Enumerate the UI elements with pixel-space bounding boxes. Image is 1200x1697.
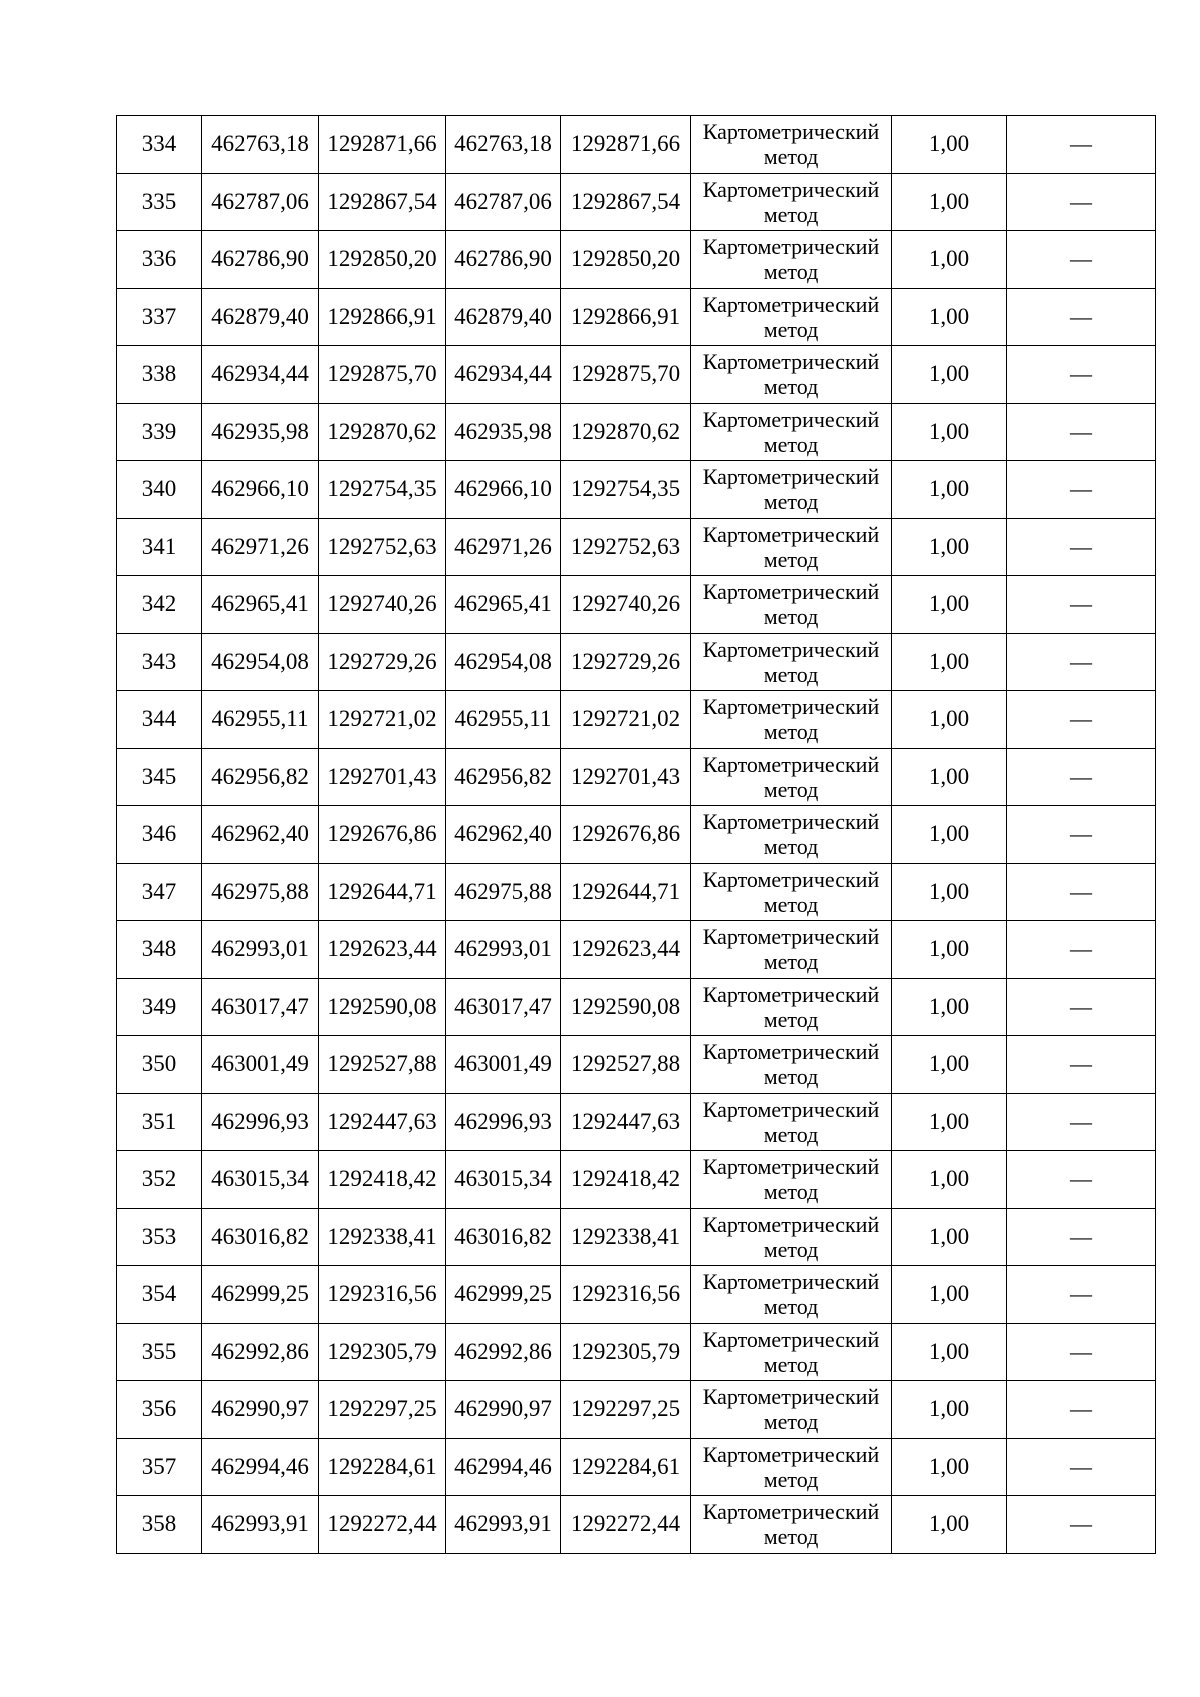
description-cell: — (1007, 1438, 1156, 1496)
method-cell (691, 288, 892, 346)
x-old-cell: 462994,46 (202, 1438, 319, 1496)
x-old-cell: 462966,10 (202, 461, 319, 519)
y-old-cell: 1292623,44 (319, 921, 446, 979)
method-line1: Картометрический (702, 866, 880, 892)
method-line1: Картометрический (702, 1211, 880, 1237)
description-cell: — (1007, 518, 1156, 576)
method-cell (691, 116, 892, 174)
y-new-cell: 1292590,08 (561, 978, 691, 1036)
method-line2: метод (763, 259, 819, 285)
point-number-cell: 352 (117, 1151, 202, 1209)
method-line2: метод (763, 604, 819, 630)
method-line1: Картометрический (702, 809, 880, 835)
method-line1: Картометрический (702, 751, 880, 777)
y-new-cell: 1292721,02 (561, 691, 691, 749)
accuracy-cell: 1,00 (892, 461, 1007, 519)
method-line2: метод (763, 201, 819, 227)
description-cell: — (1007, 346, 1156, 404)
method-line1: Картометрический (702, 924, 880, 950)
point-number-cell: 344 (117, 691, 202, 749)
accuracy-cell: 1,00 (892, 346, 1007, 404)
x-old-cell: 462786,90 (202, 231, 319, 289)
method-cell (691, 1438, 892, 1496)
y-new-cell: 1292754,35 (561, 461, 691, 519)
x-old-cell: 462965,41 (202, 576, 319, 634)
x-old-cell: 462954,08 (202, 633, 319, 691)
method-line2: метод (763, 374, 819, 400)
y-new-cell: 1292740,26 (561, 576, 691, 634)
method-line2: метод (763, 1294, 819, 1320)
x-new-cell: 462992,86 (446, 1323, 561, 1381)
method-line1: Картометрический (702, 1326, 880, 1352)
table-row (117, 1208, 1156, 1266)
y-new-cell: 1292870,62 (561, 403, 691, 461)
accuracy-cell: 1,00 (892, 806, 1007, 864)
accuracy-cell: 1,00 (892, 1093, 1007, 1151)
y-old-cell: 1292867,54 (319, 173, 446, 231)
y-old-cell: 1292447,63 (319, 1093, 446, 1151)
table-row (117, 518, 1156, 576)
method-line1: Картометрический (702, 1039, 880, 1065)
y-new-cell: 1292316,56 (561, 1266, 691, 1324)
point-number-cell: 338 (117, 346, 202, 404)
point-number-cell: 354 (117, 1266, 202, 1324)
accuracy-cell: 1,00 (892, 173, 1007, 231)
method-line2: метод (763, 1351, 819, 1377)
y-new-cell: 1292871,66 (561, 116, 691, 174)
method-line1: Картометрический (702, 464, 880, 490)
y-old-cell: 1292527,88 (319, 1036, 446, 1094)
method-line2: метод (763, 1466, 819, 1492)
method-line2: метод (763, 834, 819, 860)
accuracy-cell: 1,00 (892, 633, 1007, 691)
y-new-cell: 1292338,41 (561, 1208, 691, 1266)
x-old-cell: 462993,01 (202, 921, 319, 979)
x-new-cell: 462993,01 (446, 921, 561, 979)
accuracy-cell: 1,00 (892, 231, 1007, 289)
x-new-cell: 463016,82 (446, 1208, 561, 1266)
method-line1: Картометрический (702, 176, 880, 202)
method-cell (691, 1036, 892, 1094)
method-line1: Картометрический (702, 579, 880, 605)
method-line2: метод (763, 949, 819, 975)
description-cell: — (1007, 978, 1156, 1036)
x-new-cell: 462955,11 (446, 691, 561, 749)
accuracy-cell: 1,00 (892, 288, 1007, 346)
x-old-cell: 462935,98 (202, 403, 319, 461)
x-old-cell: 462990,97 (202, 1381, 319, 1439)
method-cell (691, 346, 892, 404)
accuracy-cell: 1,00 (892, 691, 1007, 749)
point-number-cell: 339 (117, 403, 202, 461)
description-cell: — (1007, 461, 1156, 519)
x-old-cell: 462993,91 (202, 1496, 319, 1554)
x-new-cell: 462999,25 (446, 1266, 561, 1324)
y-old-cell: 1292850,20 (319, 231, 446, 289)
method-line2: метод (763, 1524, 819, 1550)
y-old-cell: 1292676,86 (319, 806, 446, 864)
y-old-cell: 1292590,08 (319, 978, 446, 1036)
accuracy-cell: 1,00 (892, 1208, 1007, 1266)
y-new-cell: 1292297,25 (561, 1381, 691, 1439)
point-number-cell: 343 (117, 633, 202, 691)
x-new-cell: 462934,44 (446, 346, 561, 404)
x-new-cell: 462786,90 (446, 231, 561, 289)
table-row (117, 978, 1156, 1036)
x-old-cell: 463017,47 (202, 978, 319, 1036)
method-cell (691, 1208, 892, 1266)
x-old-cell: 462879,40 (202, 288, 319, 346)
point-number-cell: 334 (117, 116, 202, 174)
point-number-cell: 358 (117, 1496, 202, 1554)
table-body (117, 116, 1156, 1554)
y-old-cell: 1292866,91 (319, 288, 446, 346)
method-line2: метод (763, 144, 819, 170)
y-new-cell: 1292701,43 (561, 748, 691, 806)
accuracy-cell: 1,00 (892, 403, 1007, 461)
y-old-cell: 1292644,71 (319, 863, 446, 921)
x-new-cell: 462879,40 (446, 288, 561, 346)
method-line2: метод (763, 431, 819, 457)
y-old-cell: 1292752,63 (319, 518, 446, 576)
point-number-cell: 349 (117, 978, 202, 1036)
x-new-cell: 463017,47 (446, 978, 561, 1036)
method-line1: Картометрический (702, 1499, 880, 1525)
method-line1: Картометрический (702, 521, 880, 547)
y-old-cell: 1292338,41 (319, 1208, 446, 1266)
x-new-cell: 462965,41 (446, 576, 561, 634)
point-number-cell: 341 (117, 518, 202, 576)
table-row (117, 231, 1156, 289)
method-cell (691, 921, 892, 979)
table-row (117, 1496, 1156, 1554)
point-number-cell: 346 (117, 806, 202, 864)
table-row (117, 806, 1156, 864)
x-new-cell: 462954,08 (446, 633, 561, 691)
method-cell (691, 806, 892, 864)
method-line2: метод (763, 891, 819, 917)
point-number-cell: 350 (117, 1036, 202, 1094)
y-old-cell: 1292297,25 (319, 1381, 446, 1439)
y-new-cell: 1292729,26 (561, 633, 691, 691)
y-new-cell: 1292752,63 (561, 518, 691, 576)
method-line1: Картометрический (702, 981, 880, 1007)
method-line1: Картометрический (702, 1269, 880, 1295)
method-cell (691, 1496, 892, 1554)
method-cell (691, 173, 892, 231)
y-old-cell: 1292701,43 (319, 748, 446, 806)
description-cell: — (1007, 403, 1156, 461)
x-old-cell: 462763,18 (202, 116, 319, 174)
method-cell (691, 863, 892, 921)
table-row (117, 1438, 1156, 1496)
method-line2: метод (763, 661, 819, 687)
method-line1: Картометрический (702, 1441, 880, 1467)
table-row (117, 1266, 1156, 1324)
method-line2: метод (763, 776, 819, 802)
y-old-cell: 1292875,70 (319, 346, 446, 404)
y-new-cell: 1292527,88 (561, 1036, 691, 1094)
coordinates-table (116, 115, 1156, 1554)
accuracy-cell: 1,00 (892, 576, 1007, 634)
y-old-cell: 1292316,56 (319, 1266, 446, 1324)
table-row (117, 748, 1156, 806)
method-line2: метод (763, 316, 819, 342)
method-line2: метод (763, 1006, 819, 1032)
method-line1: Картометрический (702, 1384, 880, 1410)
method-line2: метод (763, 1121, 819, 1147)
x-new-cell: 462956,82 (446, 748, 561, 806)
y-new-cell: 1292644,71 (561, 863, 691, 921)
x-new-cell: 462994,46 (446, 1438, 561, 1496)
point-number-cell: 356 (117, 1381, 202, 1439)
point-number-cell: 347 (117, 863, 202, 921)
accuracy-cell: 1,00 (892, 921, 1007, 979)
method-line2: метод (763, 1179, 819, 1205)
table-row (117, 921, 1156, 979)
method-line2: метод (763, 1409, 819, 1435)
description-cell: — (1007, 691, 1156, 749)
x-old-cell: 462956,82 (202, 748, 319, 806)
y-new-cell: 1292875,70 (561, 346, 691, 404)
method-line2: метод (763, 1064, 819, 1090)
description-cell: — (1007, 288, 1156, 346)
x-old-cell: 462996,93 (202, 1093, 319, 1151)
table-row (117, 1323, 1156, 1381)
accuracy-cell: 1,00 (892, 748, 1007, 806)
y-old-cell: 1292272,44 (319, 1496, 446, 1554)
method-line2: метод (763, 1236, 819, 1262)
method-line2: метод (763, 719, 819, 745)
y-new-cell: 1292284,61 (561, 1438, 691, 1496)
table-row (117, 116, 1156, 174)
description-cell: — (1007, 1323, 1156, 1381)
method-line1: Картометрический (702, 1154, 880, 1180)
y-old-cell: 1292740,26 (319, 576, 446, 634)
x-old-cell: 462971,26 (202, 518, 319, 576)
x-new-cell: 463015,34 (446, 1151, 561, 1209)
accuracy-cell: 1,00 (892, 518, 1007, 576)
method-line1: Картометрический (702, 406, 880, 432)
method-line1: Картометрический (702, 1096, 880, 1122)
x-old-cell: 462787,06 (202, 173, 319, 231)
y-old-cell: 1292284,61 (319, 1438, 446, 1496)
point-number-cell: 345 (117, 748, 202, 806)
method-cell (691, 1323, 892, 1381)
x-old-cell: 462955,11 (202, 691, 319, 749)
table-row (117, 461, 1156, 519)
y-old-cell: 1292871,66 (319, 116, 446, 174)
point-number-cell: 340 (117, 461, 202, 519)
x-old-cell: 462962,40 (202, 806, 319, 864)
accuracy-cell: 1,00 (892, 1036, 1007, 1094)
description-cell: — (1007, 576, 1156, 634)
description-cell: — (1007, 863, 1156, 921)
point-number-cell: 357 (117, 1438, 202, 1496)
x-new-cell: 462971,26 (446, 518, 561, 576)
y-new-cell: 1292867,54 (561, 173, 691, 231)
description-cell: — (1007, 1151, 1156, 1209)
x-new-cell: 462993,91 (446, 1496, 561, 1554)
y-new-cell: 1292676,86 (561, 806, 691, 864)
table-row (117, 1151, 1156, 1209)
method-cell (691, 576, 892, 634)
accuracy-cell: 1,00 (892, 1496, 1007, 1554)
accuracy-cell: 1,00 (892, 116, 1007, 174)
description-cell: — (1007, 748, 1156, 806)
method-cell (691, 1381, 892, 1439)
method-cell (691, 518, 892, 576)
method-cell (691, 1151, 892, 1209)
table-row (117, 1381, 1156, 1439)
description-cell: — (1007, 633, 1156, 691)
x-new-cell: 462966,10 (446, 461, 561, 519)
point-number-cell: 348 (117, 921, 202, 979)
x-old-cell: 462999,25 (202, 1266, 319, 1324)
point-number-cell: 355 (117, 1323, 202, 1381)
y-old-cell: 1292305,79 (319, 1323, 446, 1381)
y-new-cell: 1292623,44 (561, 921, 691, 979)
method-line2: метод (763, 546, 819, 572)
accuracy-cell: 1,00 (892, 863, 1007, 921)
method-line1: Картометрический (702, 119, 880, 145)
y-old-cell: 1292870,62 (319, 403, 446, 461)
accuracy-cell: 1,00 (892, 1438, 1007, 1496)
method-cell (691, 1266, 892, 1324)
table-row (117, 288, 1156, 346)
y-old-cell: 1292721,02 (319, 691, 446, 749)
y-old-cell: 1292754,35 (319, 461, 446, 519)
description-cell: — (1007, 921, 1156, 979)
table-row (117, 1093, 1156, 1151)
table-row (117, 346, 1156, 404)
accuracy-cell: 1,00 (892, 1381, 1007, 1439)
method-cell (691, 978, 892, 1036)
accuracy-cell: 1,00 (892, 978, 1007, 1036)
x-new-cell: 462763,18 (446, 116, 561, 174)
method-cell (691, 461, 892, 519)
method-line2: метод (763, 489, 819, 515)
table-row (117, 863, 1156, 921)
method-line1: Картометрический (702, 234, 880, 260)
method-cell (691, 748, 892, 806)
y-old-cell: 1292418,42 (319, 1151, 446, 1209)
method-cell (691, 231, 892, 289)
description-cell: — (1007, 1093, 1156, 1151)
y-new-cell: 1292305,79 (561, 1323, 691, 1381)
description-cell: — (1007, 1266, 1156, 1324)
y-new-cell: 1292866,91 (561, 288, 691, 346)
description-cell: — (1007, 1208, 1156, 1266)
x-new-cell: 463001,49 (446, 1036, 561, 1094)
y-new-cell: 1292272,44 (561, 1496, 691, 1554)
x-new-cell: 462935,98 (446, 403, 561, 461)
method-line1: Картометрический (702, 636, 880, 662)
point-number-cell: 351 (117, 1093, 202, 1151)
y-new-cell: 1292447,63 (561, 1093, 691, 1151)
table-row (117, 691, 1156, 749)
method-line1: Картометрический (702, 349, 880, 375)
method-cell (691, 633, 892, 691)
x-new-cell: 462962,40 (446, 806, 561, 864)
accuracy-cell: 1,00 (892, 1266, 1007, 1324)
description-cell: — (1007, 1496, 1156, 1554)
accuracy-cell: 1,00 (892, 1151, 1007, 1209)
point-number-cell: 337 (117, 288, 202, 346)
method-line1: Картометрический (702, 694, 880, 720)
table-row (117, 173, 1156, 231)
table-row (117, 633, 1156, 691)
table-row (117, 576, 1156, 634)
method-line1: Картометрический (702, 291, 880, 317)
accuracy-cell: 1,00 (892, 1323, 1007, 1381)
description-cell: — (1007, 806, 1156, 864)
x-new-cell: 462975,88 (446, 863, 561, 921)
table-row (117, 1036, 1156, 1094)
y-new-cell: 1292850,20 (561, 231, 691, 289)
description-cell: — (1007, 1036, 1156, 1094)
y-new-cell: 1292418,42 (561, 1151, 691, 1209)
x-old-cell: 463016,82 (202, 1208, 319, 1266)
x-new-cell: 462990,97 (446, 1381, 561, 1439)
y-old-cell: 1292729,26 (319, 633, 446, 691)
x-old-cell: 462975,88 (202, 863, 319, 921)
x-old-cell: 463015,34 (202, 1151, 319, 1209)
point-number-cell: 342 (117, 576, 202, 634)
method-cell (691, 403, 892, 461)
method-cell (691, 1093, 892, 1151)
point-number-cell: 336 (117, 231, 202, 289)
table-row (117, 403, 1156, 461)
x-old-cell: 462992,86 (202, 1323, 319, 1381)
description-cell: — (1007, 231, 1156, 289)
method-cell (691, 691, 892, 749)
point-number-cell: 335 (117, 173, 202, 231)
x-new-cell: 462996,93 (446, 1093, 561, 1151)
description-cell: — (1007, 1381, 1156, 1439)
x-new-cell: 462787,06 (446, 173, 561, 231)
x-old-cell: 463001,49 (202, 1036, 319, 1094)
description-cell: — (1007, 173, 1156, 231)
point-number-cell: 353 (117, 1208, 202, 1266)
description-cell: — (1007, 116, 1156, 174)
x-old-cell: 462934,44 (202, 346, 319, 404)
